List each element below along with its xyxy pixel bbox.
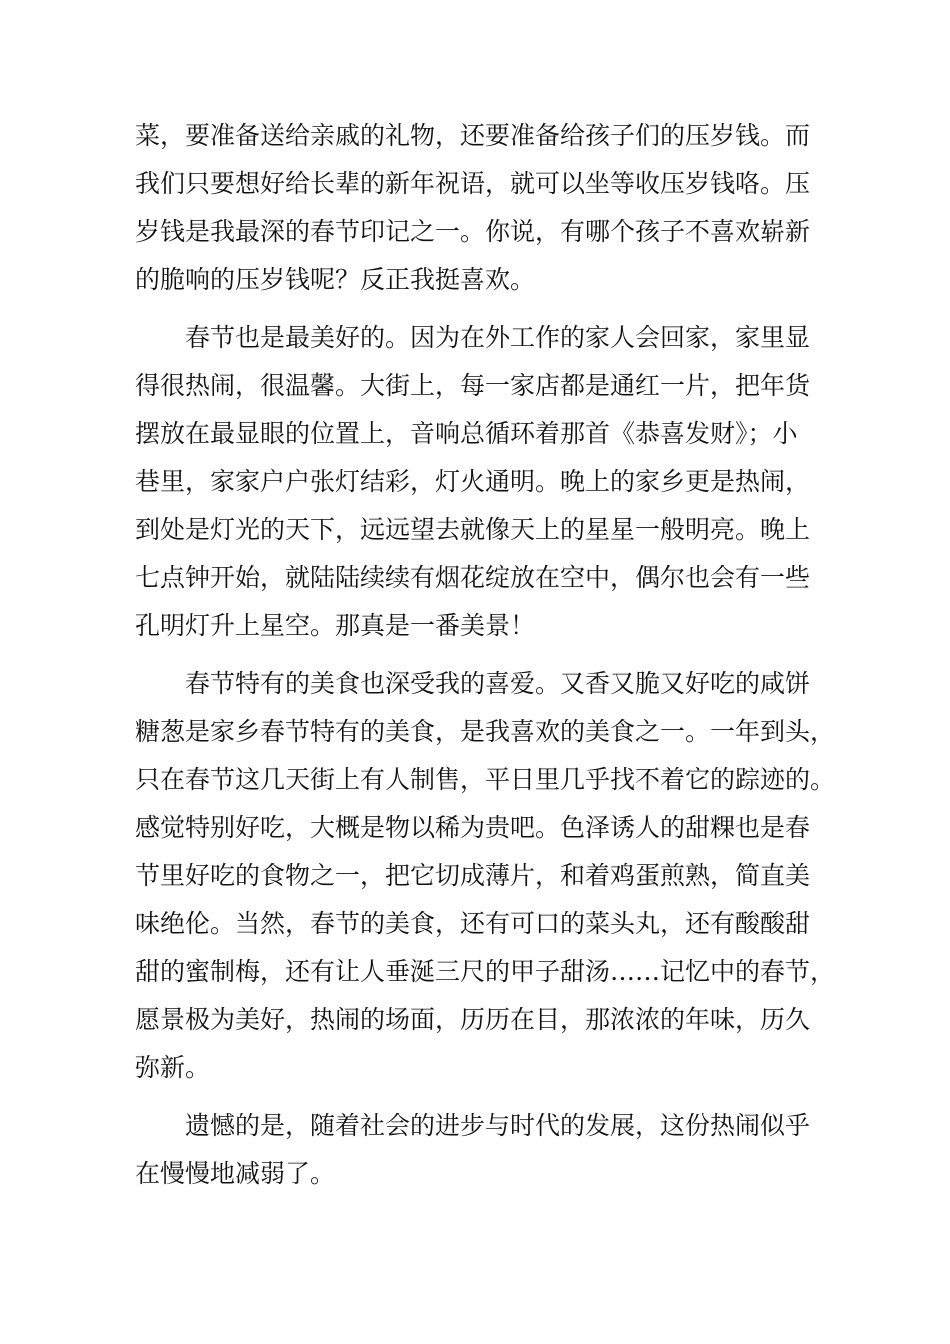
- text-line: 的脆响的压岁钱呢？反正我挺喜欢。: [135, 265, 536, 294]
- paragraph-4: [135, 1102, 835, 1198]
- text-line: 岁钱是我最深的春节印记之一。你说，有哪个孩子不喜欢崭新: [135, 217, 811, 246]
- text-line: 春节也是最美好的。因为在外工作的家人会回家，家里显: [185, 323, 811, 352]
- paragraph-3: [135, 660, 835, 1092]
- text-line: 孔明灯升上星空。那真是一番美景！: [135, 611, 536, 640]
- text-line: 糖葱是家乡春节特有的美食，是我喜欢的美食之一。一年到头，: [135, 717, 836, 746]
- document-body: [135, 112, 835, 1198]
- text-line: 感觉特别好吃，大概是物以稀为贵吧。色泽诱人的甜粿也是春: [135, 813, 811, 842]
- text-line: 愿景极为美好，热闹的场面，历历在目，那浓浓的年味，历久: [135, 1005, 811, 1034]
- text-line: 春节特有的美食也深受我的喜爱。又香又脆又好吃的咸饼: [185, 669, 811, 698]
- text-line: 菜，要准备送给亲戚的礼物，还要准备给孩子们的压岁钱。而: [135, 121, 811, 150]
- paragraph-2: [135, 314, 835, 650]
- text-line: 甜的蜜制梅，还有让人垂涎三尺的甲子甜汤……记忆中的春节，: [135, 957, 836, 986]
- text-line: 弥新。: [135, 1053, 211, 1082]
- text-line: 七点钟开始，就陆陆续续有烟花绽放在空中，偶尔也会有一些: [135, 563, 811, 592]
- text-line: 我们只要想好给长辈的新年祝语，就可以坐等收压岁钱咯。压: [135, 169, 811, 198]
- text-line: 遗憾的是，随着社会的进步与时代的发展，这份热闹似乎: [185, 1111, 811, 1140]
- text-line: 在慢慢地减弱了。: [135, 1159, 336, 1188]
- text-line: 到处是灯光的天下，远远望去就像天上的星星一般明亮。晚上: [135, 515, 811, 544]
- text-line: 只在春节这几天街上有人制售，平日里几乎找不着它的踪迹的。: [135, 765, 836, 794]
- text-line: 味绝伦。当然，春节的美食，还有可口的菜头丸，还有酸酸甜: [135, 909, 811, 938]
- text-line: 得很热闹，很温馨。大街上，每一家店都是通红一片，把年货: [135, 371, 811, 400]
- text-line: 摆放在最显眼的位置上，音响总循环着那首《恭喜发财》；小: [135, 419, 798, 448]
- text-line: 巷里，家家户户张灯结彩，灯火通明。晚上的家乡更是热闹，: [135, 467, 811, 496]
- text-line: 节里好吃的食物之一，把它切成薄片，和着鸡蛋煎熟，简直美: [135, 861, 811, 890]
- paragraph-1: [135, 112, 835, 304]
